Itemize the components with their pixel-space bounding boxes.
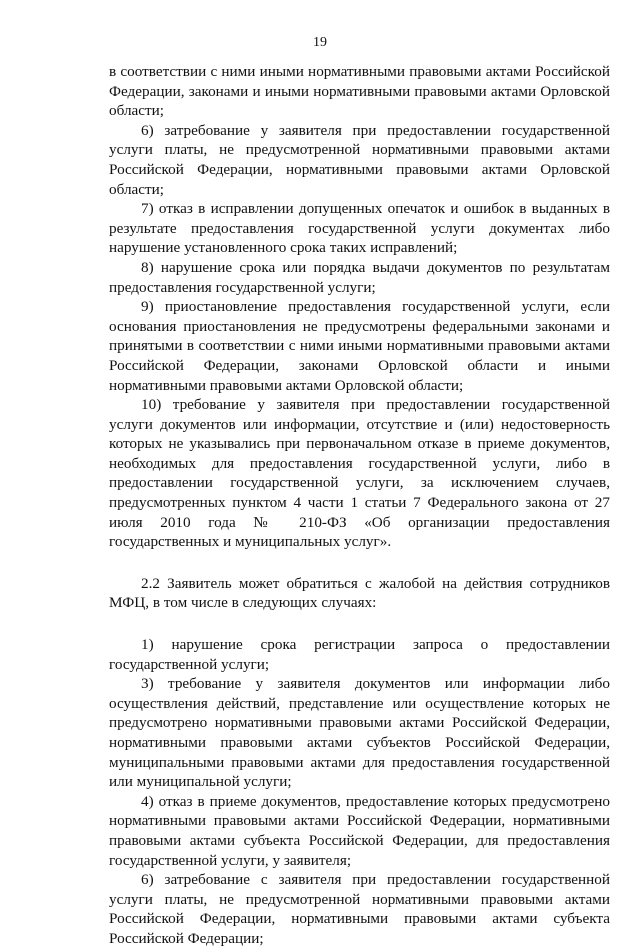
paragraph-mfc-item-3: 3) требование у заявителя документов или информации либо осуществления действий, представление или осуществление которых не предусмотрено нормативными правовыми актами Российской Федерации, нормативными правовыми актами субъектов Российской Федерации, муниципальными правовыми актами для предоставления государственной или муниципальной услуги; [109,675,610,791]
document-body [109,62,610,949]
paragraph-mfc-item-6: 6) затребование с заявителя при предоставлении государственной услуги платы, не предусмотренной нормативными правовыми актами Российской Федерации, нормативными правовыми актами субъекта Российской Федерации; [109,871,610,947]
paragraph-gap [109,552,610,574]
paragraph-item-9: 9) приостановление предоставления государственной услуги, если основания приостановления не предусмотрены федеральными законами и принятыми в соответствии с ними иными нормативными правовыми актами Российской Федерации, законами Орловской области и иными нормативными правовыми актами Орловской области; [109,298,610,394]
paragraph-item-10: 10) требование у заявителя при предоставлении государственной услуги документов или информации, отсутствие и (или) недостоверность которых не указывались при первоначальном отказе в приеме документов, необходимых для предоставления государственной услуги, либо в предоставлении государственной услуги, за исключением случаев, предусмотренных пунктом 4 части 1 статьи 7 Федерального закона от 27 июля 2010 года № 210-ФЗ «Об организации предоставления государственных и муниципальных услуг». [109,396,610,551]
page-number: 19 [313,35,327,50]
paragraph-mfc-item-1: 1) нарушение срока регистрации запроса о предоставлении государственной услуги; [109,636,610,673]
paragraph-continuation: в соответствии с ними иными нормативными правовыми актами Российской Федерации, законами и иными нормативными правовыми актами Орловской области; [109,63,610,120]
paragraph-item-6: 6) затребование у заявителя при предоставлении государственной услуги платы, не предусмотренной нормативными правовыми актами Российской Федерации, нормативными правовыми актами Орловской области; [109,121,610,198]
paragraph-gap [109,613,610,635]
paragraph-mfc-item-4: 4) отказ в приеме документов, предоставление которых предусмотрено нормативными правовыми актами Российской Федерации, нормативными правовыми актами субъекта Российской Федерации, для предоставления государственной услуги, у заявителя; [109,792,610,869]
section-2-2-heading: 2.2 Заявитель может обратиться с жалобой на действия сотрудников МФЦ, в том числе в следующих случаях: [109,574,610,612]
paragraph-item-7: 7) отказ в исправлении допущенных опечаток и ошибок в выданных в результате предоставления государственной услуги документах либо нарушение установленного срока таких исправлений; [109,200,610,257]
paragraph-item-8: 8) нарушение срока или порядка выдачи документов по результатам предоставления государственной услуги; [109,258,610,296]
